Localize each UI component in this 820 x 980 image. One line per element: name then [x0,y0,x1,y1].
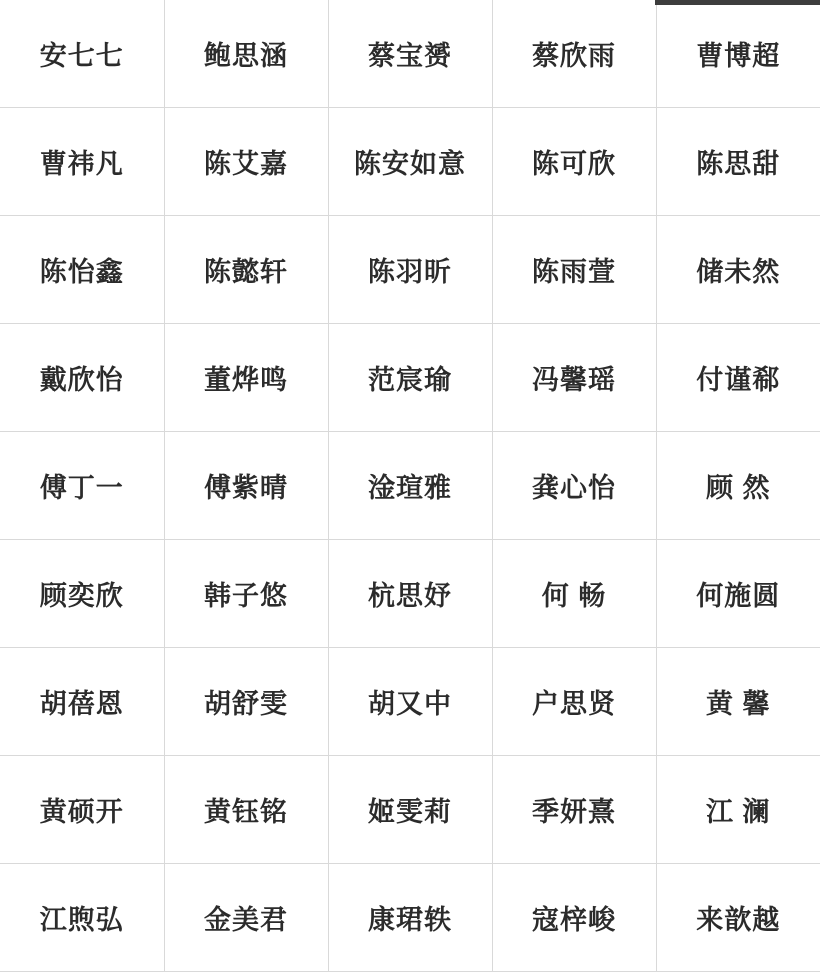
name-cell: 何施圆 [656,540,820,648]
table-row [0,648,820,756]
name-cell: 金美君 [164,864,328,972]
name-cell: 淦瑄雅 [328,432,492,540]
name-cell: 胡舒雯 [164,648,328,756]
name-cell: 来歆越 [656,864,820,972]
name-cell: 陈艾嘉 [164,108,328,216]
name-cell: 顾奕欣 [0,540,164,648]
table-row [0,864,820,972]
table-row [0,756,820,864]
name-cell: 付谨郗 [656,324,820,432]
name-cell: 陈可欣 [492,108,656,216]
name-cell: 江煦弘 [0,864,164,972]
table-row [0,540,820,648]
name-cell: 安七七 [0,0,164,108]
name-cell: 康珺轶 [328,864,492,972]
name-cell: 鲍思涵 [164,0,328,108]
table-row [0,0,820,108]
name-cell: 龚心怡 [492,432,656,540]
name-cell: 范宸瑜 [328,324,492,432]
table-row [0,324,820,432]
name-cell: 季妍熹 [492,756,656,864]
name-cell: 顾 然 [656,432,820,540]
name-cell: 江 澜 [656,756,820,864]
name-cell: 胡又中 [328,648,492,756]
name-cell: 戴欣怡 [0,324,164,432]
name-cell: 黄钰铭 [164,756,328,864]
name-cell: 寇梓峻 [492,864,656,972]
name-cell: 户思贤 [492,648,656,756]
name-cell: 蔡宝赟 [328,0,492,108]
name-cell: 黄 馨 [656,648,820,756]
name-cell: 傅丁一 [0,432,164,540]
name-cell: 陈懿轩 [164,216,328,324]
name-cell: 胡蓓恩 [0,648,164,756]
table-row [0,216,820,324]
name-cell: 储未然 [656,216,820,324]
name-cell: 傅紫晴 [164,432,328,540]
table-row [0,108,820,216]
name-cell: 陈雨萱 [492,216,656,324]
name-cell: 何 畅 [492,540,656,648]
name-cell: 曹博超 [656,0,820,108]
name-cell: 董烨鸣 [164,324,328,432]
name-cell: 曹祎凡 [0,108,164,216]
name-cell: 陈思甜 [656,108,820,216]
name-cell: 黄硕开 [0,756,164,864]
name-cell: 杭思妤 [328,540,492,648]
name-cell: 陈羽昕 [328,216,492,324]
name-cell: 姬雯莉 [328,756,492,864]
name-cell: 陈怡鑫 [0,216,164,324]
name-cell: 韩子悠 [164,540,328,648]
top-accent-rule [655,0,820,5]
table-row [0,432,820,540]
name-cell: 冯馨瑶 [492,324,656,432]
name-cell: 蔡欣雨 [492,0,656,108]
name-cell: 陈安如意 [328,108,492,216]
